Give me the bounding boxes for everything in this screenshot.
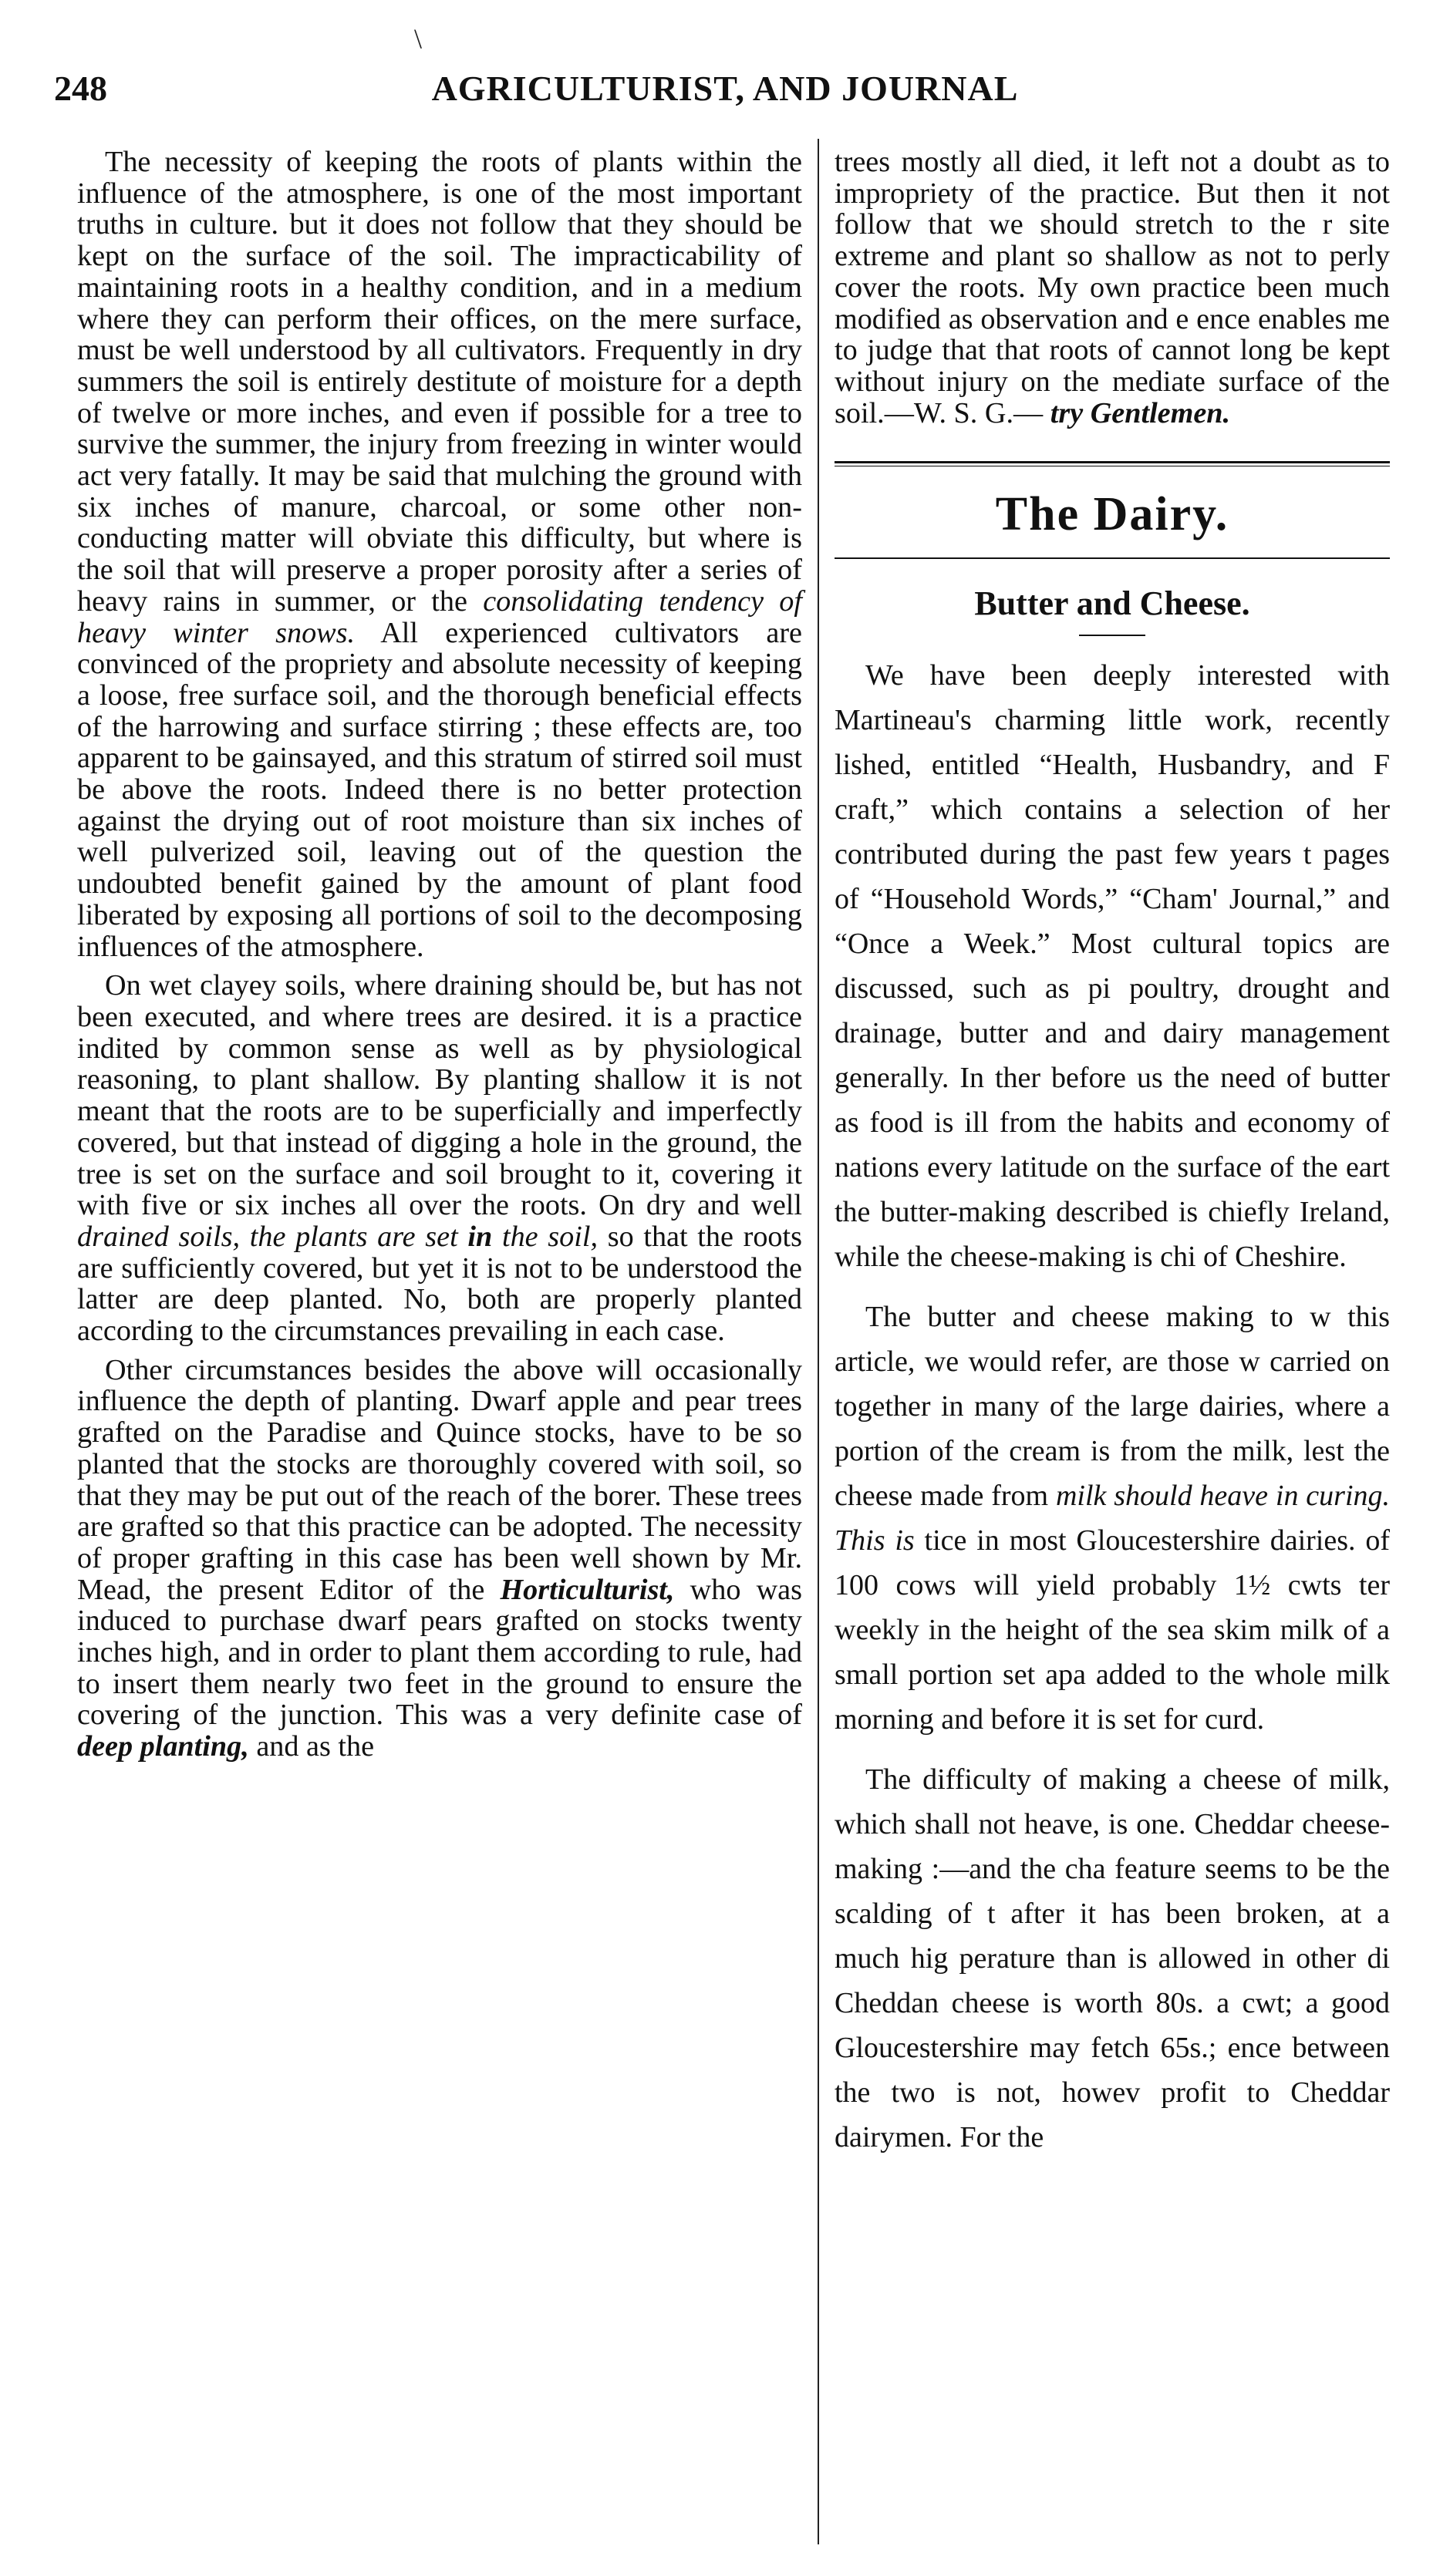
page-number: 248 xyxy=(54,69,107,108)
article-title-rule xyxy=(1079,635,1145,636)
section-rule xyxy=(835,557,1390,559)
section-title: The Dairy. xyxy=(995,488,1229,541)
stray-mark: \ xyxy=(414,23,423,54)
paragraph-roots-atmosphere: The necessity of keeping the roots of plants within the influence of the atmosphere, is one of the most important truths in culture. but it does not follow that they should be kept on the surface of the soil. The impracticability of maintaining roots in a healthy condition, and in a medium where they can perform their offices, on the mere surface, must be well understood by all cultivators. Frequently in dry summers the soil is entirely destitute of moisture for a depth of twelve or more inches, and even if possible for a tree to survive the summer, the injury from freezing in winter would act very fatally. It may be said that mulching the ground with six inches of manure, charcoal, or some other non-conducting matter will obviate this difficulty, but where is the soil that will preserve a proper porosity after a series of heavy rains in summer, or the consolidating tendency of heavy winter snows. All experienced cultivators are convinced of the propriety and absolute necessity of keeping a loose, free surface soil, and the thorough beneficial effects of the harrowing and surface stirring ; these effects are, too apparent to be gainsayed, and this stratum of stirred soil must be above the roots. Indeed there is no better protection against the drying out of root moisture than six inches of well pulverized soil, leaving out of the question the undoubted benefit gained by the amount of plant food liberated by exposing all portions of soil to the decomposing influences of the atmosphere. xyxy=(77,146,803,963)
dairy-article xyxy=(835,653,1390,2160)
column-divider xyxy=(818,139,819,2544)
signoff: try Gentlemen. xyxy=(1050,396,1231,429)
paragraph-butter-cheese-making: The butter and cheese making to w this article, we would refer, are those w carried on together in many of the large dairies, where a portion of the cream is from the milk, lest the cheese made from milk should heave in curing. This is tice in most Gloucestershire dairies. of 100 cows will yield probably 1½ cwts ter weekly in the height of the sea skim milk of a small portion set apa added to the whole milk morning and before it is set for curd. xyxy=(835,1301,1391,1736)
right-column xyxy=(835,146,1390,2160)
paragraph-continued: trees mostly all died, it left not a doubt as to impropriety of the practice. But then it not follow that we should stretch to the r site extreme and plant so shallow as not to perly cover the roots. My own practice been much modified as observation and e ence enables me to judge that that roots of cannot long be kept without injury on the mediate surface of the soil.—W. S. G.— try Gentlemen. xyxy=(835,146,1390,429)
continued-article xyxy=(835,146,1390,429)
left-column xyxy=(77,146,802,1763)
article-title: Butter and Cheese. xyxy=(974,584,1250,623)
paragraph-martineau: We have been deeply interested with Martineau's charming little work, recently lished, entitled “Health, Husbandry, and F craft,” which contains a selection of her contributed during the past few years t pages of “Household Words,” “Cham' Journal,” and “Once a Week.” Most cultural topics are discussed, such as pi poultry, drought and drainage, butter and and dairy management generally. In ther before us the need of butter as food is ill from the habits and economy of nations every latitude on the surface of the eart the butter-making described is chiefly Ireland, while the cheese-making is chi of Cheshire. xyxy=(835,659,1390,1274)
paragraph-other-circumstances: Other circumstances besides the above will occasionally influence the depth of planting. Dwarf apple and pear trees grafted on the Paradise and Quince stocks, have to be so planted that the stocks are thoroughly covered with soil, so that they may be put out of the reach of the borer. These trees are grafted so that this practice can be adopted. The necessity of proper grafting in this case has been well shown by Mr. Mead, the present Editor of the Horticulturist, who was induced to purchase dwarf pears grafted on stocks twenty inches high, and in order to plant them according to rule, had to insert them nearly two feet in the ground to ensure the covering of the junction. This was a very definite case of deep planting, and as the xyxy=(77,1353,802,1763)
page-header xyxy=(54,68,1396,122)
running-title: AGRICULTURIST, AND JOURNAL xyxy=(431,69,1019,108)
paragraph-cheddar: The difficulty of making a cheese of milk, which shall not heave, is one. Cheddar cheese-making :—and the cha feature seems to be the scalding of t after it has been broken, at a much hig perature than is allowed in other di Cheddan cheese is worth 80s. a cwt; a good Gloucestershire may fetch 65s.; ence between the two is not, howev profit to Cheddar dairymen. For the xyxy=(835,1763,1390,2154)
paragraph-wet-clayey-soils: On wet clayey soils, where draining should be, but has not been executed, and where trees are desired. it is a practice indited by common sense as well as by physiological reasoning, to plant shallow. By planting shallow it is not meant that the roots are to be superficially and imperfectly covered, but that instead of digging a hole in the ground, the tree is set on the surface and soil brought to it, covering it with five or six inches all over the roots. On dry and well drained soils, the plants are set in the soil, so that the roots are sufficiently covered, but yet it is not to be understood the latter are deep planted. No, both are properly planted according to the circumstances prevailing in each case. xyxy=(77,969,802,1348)
section-double-rule xyxy=(835,461,1390,466)
